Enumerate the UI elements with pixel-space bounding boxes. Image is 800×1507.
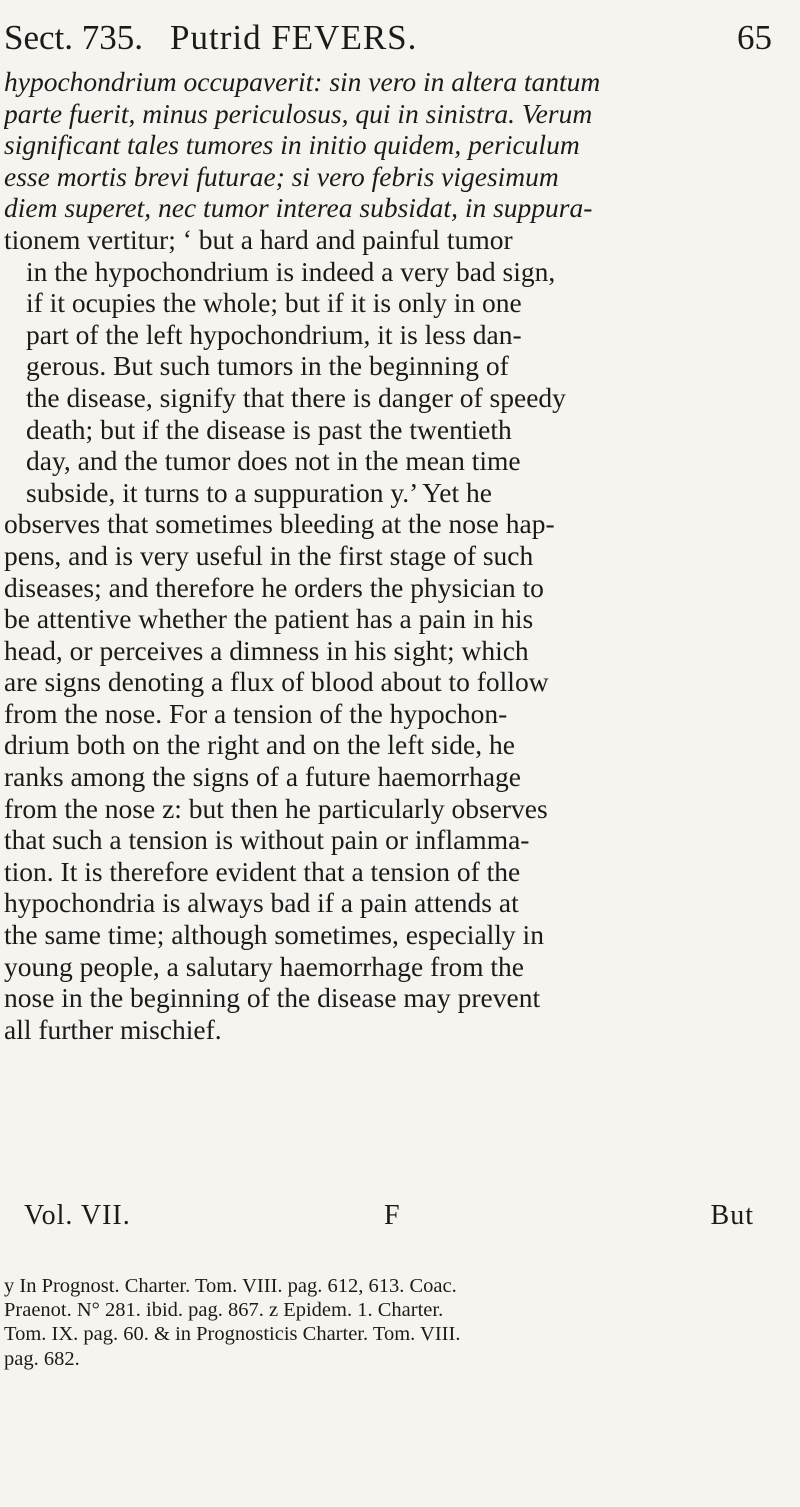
text-line: parte fuerit, minus periculosus, qui in sinistra. Verum [4, 97, 593, 129]
text-line: drium both on the right and on the left side, he [4, 729, 515, 761]
text-line: gerous. But such tumors in the beginning of [26, 350, 509, 382]
text-line: are signs denoting a flux of blood about to follow [4, 666, 549, 698]
text-line: observes that sometimes bleeding at the nose hap- [4, 508, 555, 540]
text-line: tionem vertitur; ‘ but a hard and painful tumor [4, 223, 513, 255]
text-line: hypochondrium occupaverit: sin vero in altera tantum [4, 66, 601, 97]
text-line: that such a tension is without pain or inflamma- [4, 824, 530, 856]
text-line: death; but if the disease is past the twentieth [26, 413, 512, 445]
text-line: tion. It is therefore evident that a tension of the [4, 855, 521, 887]
text-line: esse mortis brevi futurae; si vero febris vigesimum [4, 160, 559, 192]
text-line: young people, a salutary haemorrhage from the [4, 950, 525, 982]
page-header [4, 14, 772, 62]
body-text [4, 66, 774, 1045]
text-line: ranks among the signs of a future haemorrhage [4, 761, 521, 793]
text-line: day, and the tumor does not in the mean time [26, 445, 521, 477]
section-number: Sect. 735. [4, 18, 144, 57]
text-line: head, or perceives a dimness in his sight; which [4, 634, 529, 666]
text-line: subside, it turns to a suppuration y.’ Yet he [26, 476, 492, 508]
text-line: the disease, signify that there is danger of speedy [26, 381, 566, 413]
signature-mark: F [384, 1200, 401, 1231]
page-number: 65 [737, 18, 772, 57]
text-line: all further mischief. [4, 1013, 222, 1045]
footnote-line: Praenot. N° 281. ibid. pag. 867. z Epidem. 1. Charter. [4, 1299, 444, 1322]
footnote-line: pag. 682. [4, 1347, 80, 1370]
text-line: pens, and is very useful in the first stage of such [4, 539, 534, 571]
signature-line [24, 1200, 754, 1240]
text-line: diem superet, nec tumor interea subsidat, in suppura- [4, 192, 593, 224]
text-line: diseases; and therefore he orders the physician to [4, 571, 544, 603]
running-title: Putrid FEVERS. [170, 18, 418, 57]
footnotes [4, 1274, 774, 1371]
text-line: be attentive whether the patient has a pain in his [4, 603, 534, 635]
text-line: the same time; although sometimes, especially in [4, 919, 544, 951]
catchword: But [710, 1200, 754, 1231]
text-line: from the nose. For a tension of the hypochon- [4, 697, 508, 729]
footnote-line: y In Prognost. Charter. Tom. VIII. pag. 612, 613. Coac. [4, 1275, 457, 1297]
volume-label: Vol. VII. [24, 1200, 131, 1231]
text-line: from the nose z: but then he particularly observes [4, 792, 548, 824]
text-line: if it ocupies the whole; but if it is only in one [26, 287, 522, 319]
text-line: nose in the beginning of the disease may prevent [4, 982, 541, 1014]
text-line: part of the left hypochondrium, it is less dan- [26, 318, 522, 350]
text-line: hypochondria is always bad if a pain attends at [4, 887, 519, 919]
text-line: in the hypochondrium is indeed a very bad sign, [26, 255, 556, 287]
footnote-line: Tom. IX. pag. 60. & in Prognosticis Charter. Tom. VIII. [4, 1323, 461, 1346]
text-line: significant tales tumores in initio quidem, periculum [4, 129, 580, 161]
